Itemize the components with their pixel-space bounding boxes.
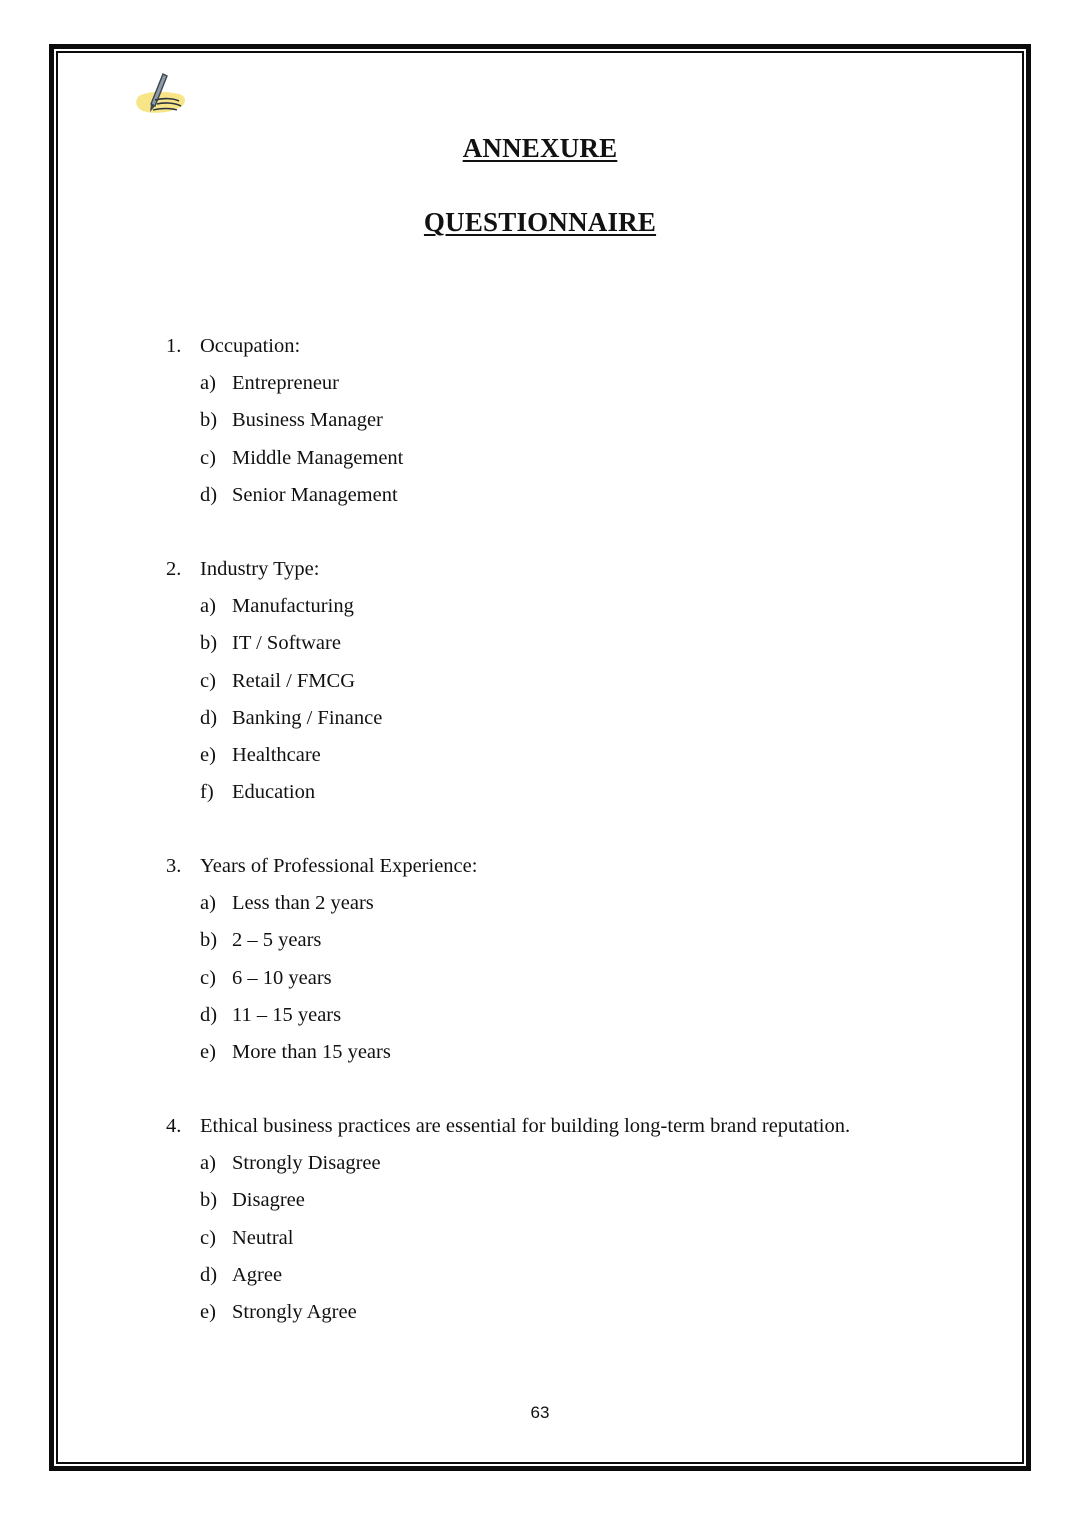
option-letter: b) xyxy=(200,929,218,952)
question-4 xyxy=(166,1113,966,1336)
option-label: Retail / FMCG xyxy=(232,669,356,692)
option-item xyxy=(200,630,966,656)
option-letter: d) xyxy=(200,706,218,729)
option-item xyxy=(200,1299,966,1325)
option-letter: e) xyxy=(200,744,216,767)
option-item xyxy=(200,482,966,508)
question-stem xyxy=(166,556,966,582)
option-letter: c) xyxy=(200,1226,216,1249)
option-label: Agree xyxy=(232,1263,283,1286)
question-text: Years of Professional Experience: xyxy=(200,855,478,877)
option-letter: d) xyxy=(200,483,218,506)
option-item xyxy=(200,407,966,433)
option-letter: b) xyxy=(200,1189,218,1212)
question-number: 2. xyxy=(166,558,182,580)
option-item xyxy=(200,1039,966,1065)
option-label: Business Manager xyxy=(232,409,383,432)
page-subtitle: QUESTIONNAIRE xyxy=(423,207,657,237)
option-label: More than 15 years xyxy=(232,1041,391,1064)
option-letter: b) xyxy=(200,632,218,655)
option-letter: c) xyxy=(200,446,216,469)
option-letter: e) xyxy=(200,1041,216,1064)
question-2 xyxy=(166,556,966,817)
option-label: Healthcare xyxy=(232,744,321,767)
option-item xyxy=(200,1150,966,1176)
option-label: IT / Software xyxy=(232,632,341,655)
question-text: Ethical business practices are essential for building long-term brand reputation. xyxy=(200,1115,851,1137)
question-1 xyxy=(166,333,966,519)
option-item xyxy=(200,1225,966,1251)
option-list xyxy=(200,1150,966,1325)
option-letter: a) xyxy=(200,372,216,394)
option-letter: a) xyxy=(200,1152,216,1174)
option-item xyxy=(200,890,966,916)
option-label: Senior Management xyxy=(232,483,398,506)
option-letter: d) xyxy=(200,1003,218,1026)
option-item xyxy=(200,593,966,619)
option-letter: c) xyxy=(200,669,216,692)
option-item xyxy=(200,742,966,768)
option-letter: f) xyxy=(200,781,214,804)
option-label: 2 – 5 years xyxy=(232,929,322,952)
option-item xyxy=(200,668,966,694)
option-letter: a) xyxy=(200,892,216,914)
option-label: 11 – 15 years xyxy=(232,1003,342,1026)
question-3 xyxy=(166,853,966,1076)
question-number: 4. xyxy=(166,1115,182,1137)
option-item xyxy=(200,779,966,805)
option-list xyxy=(200,890,966,1065)
option-label: 6 – 10 years xyxy=(232,966,332,989)
option-letter: d) xyxy=(200,1263,218,1286)
option-item xyxy=(200,927,966,953)
option-item xyxy=(200,1262,966,1288)
option-item xyxy=(200,965,966,991)
option-label: Less than 2 years xyxy=(232,892,374,914)
option-label: Manufacturing xyxy=(232,595,354,617)
option-item xyxy=(200,1187,966,1213)
option-item xyxy=(200,445,966,471)
question-stem xyxy=(166,333,966,359)
option-item xyxy=(200,370,966,396)
page-title: ANNEXURE xyxy=(462,133,618,163)
question-stem xyxy=(166,1113,966,1139)
option-label: Middle Management xyxy=(232,446,404,469)
question-stem xyxy=(166,853,966,879)
option-list xyxy=(200,593,966,805)
option-list xyxy=(200,370,966,508)
option-letter: a) xyxy=(200,595,216,617)
page-number: 63 xyxy=(530,1403,550,1422)
option-letter: c) xyxy=(200,966,216,989)
option-label: Disagree xyxy=(232,1189,305,1212)
question-text: Industry Type: xyxy=(200,558,320,580)
question-text: Occupation: xyxy=(200,335,301,357)
option-label: Strongly Agree xyxy=(232,1301,357,1324)
question-number: 1. xyxy=(166,335,182,357)
option-label: Strongly Disagree xyxy=(232,1152,381,1174)
option-item xyxy=(200,705,966,731)
question-number: 3. xyxy=(166,855,182,877)
option-item xyxy=(200,1002,966,1028)
option-label: Entrepreneur xyxy=(232,372,339,394)
option-letter: b) xyxy=(200,409,218,432)
option-label: Neutral xyxy=(232,1226,294,1249)
option-letter: e) xyxy=(200,1301,216,1324)
option-label: Education xyxy=(232,781,316,804)
option-label: Banking / Finance xyxy=(232,706,383,729)
